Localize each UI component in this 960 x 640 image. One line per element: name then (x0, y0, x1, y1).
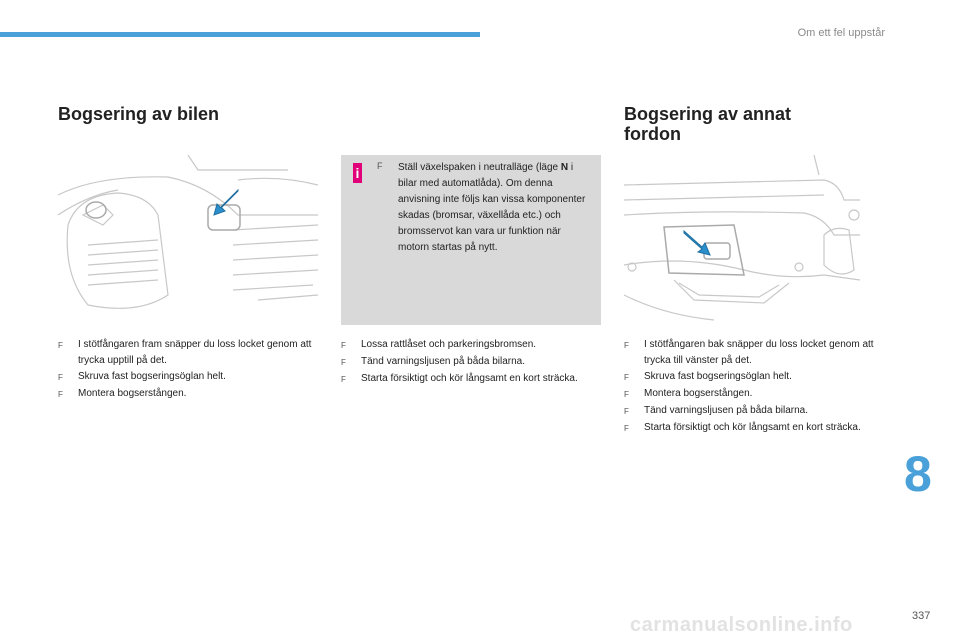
watermark: carmanualsonline.info (630, 614, 853, 636)
list-item: F Tänd varningsljusen på båda bilarna. (341, 354, 601, 371)
bullet-marker: F (341, 375, 346, 384)
front-bumper-illustration (58, 155, 318, 325)
info-icon: i (353, 163, 362, 183)
list-item: F Starta försiktigt och kör långsamt en kort sträcka. (341, 371, 601, 388)
bullet-marker: F (341, 358, 346, 367)
rear-bumper-illustration (624, 155, 860, 325)
list-item: F I stötfångaren bak snäpper du loss locket genom att trycka till vänster på det. (624, 337, 884, 369)
rear-tow-steps (624, 337, 884, 437)
list-item: F I stötfångaren fram snäpper du loss locket genom att trycka upptill på det. (58, 337, 318, 369)
header-accent-bar (0, 32, 480, 37)
bullet-marker: F (624, 341, 629, 350)
bullet-marker: F (624, 373, 629, 382)
list-item: F Starta försiktigt och kör långsamt en kort sträcka. (624, 420, 884, 437)
bullet-marker: F (624, 390, 629, 399)
heading-tow-own-car: Bogsering av bilen (58, 104, 220, 124)
list-item: F Skruva fast bogseringsöglan helt. (58, 369, 318, 386)
heading-tow-other-vehicle: Bogsering av annat fordon (624, 104, 792, 144)
general-tow-steps (341, 337, 601, 388)
bullet-marker: F (624, 407, 629, 416)
bullet-marker: F (58, 373, 63, 382)
info-text: Ställ växelspaken i neutralläge (läge N i bilar med automatlåda). Om denna anvisning inte följs kan vissa komponenter skadas (bromsar, växellåda etc.) och bromsservot kan vara ur funktion när motorn startas på nytt. (398, 162, 586, 253)
bullet-marker: F (58, 390, 63, 399)
bullet-marker: F (624, 424, 629, 433)
list-item: F Montera bogserstången. (58, 386, 318, 403)
list-item: F Montera bogserstången. (624, 386, 884, 403)
bullet-marker: F (341, 341, 346, 350)
bullet-marker: F (58, 341, 63, 350)
info-box (341, 155, 601, 325)
list-item: F Skruva fast bogseringsöglan helt. (624, 369, 884, 386)
page-number: 337 (912, 610, 931, 622)
list-item: F Lossa rattlåset och parkeringsbromsen. (341, 337, 601, 354)
front-tow-steps (58, 337, 318, 403)
section-title: Om ett fel uppstår (797, 27, 885, 39)
chapter-number: 8 (904, 446, 932, 502)
list-item: F Tänd varningsljusen på båda bilarna. (624, 403, 884, 420)
bullet-marker: F (377, 161, 383, 171)
